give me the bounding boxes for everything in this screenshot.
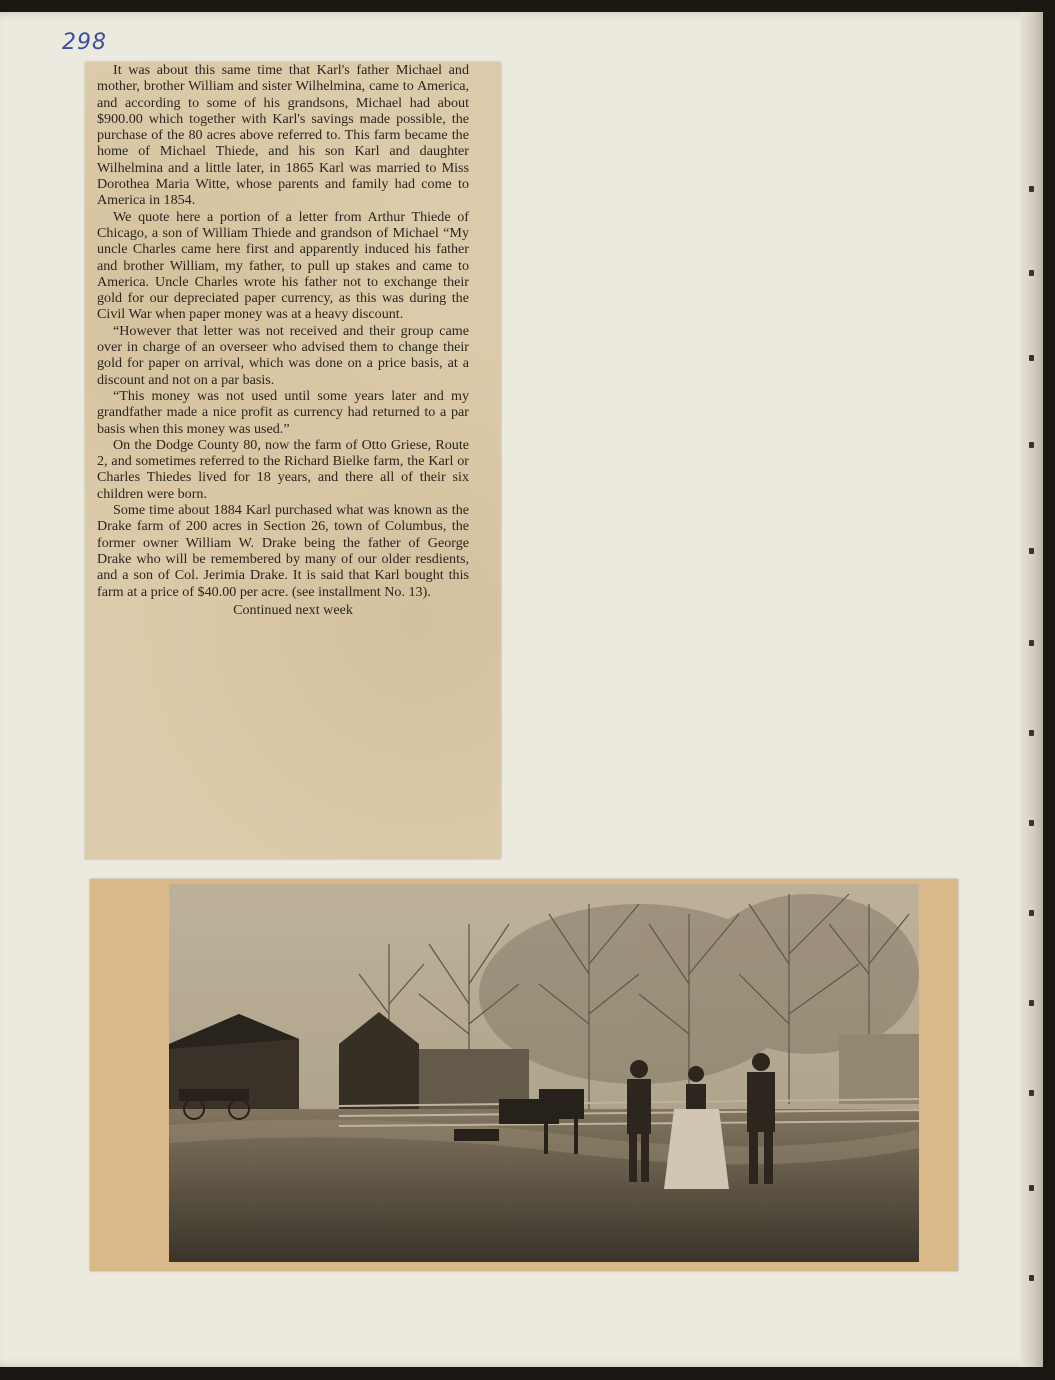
page-right-edge — [1020, 12, 1043, 1367]
article-text — [97, 62, 469, 618]
photo-clipping — [90, 879, 958, 1271]
index-tab — [1029, 1000, 1034, 1006]
index-tab — [1029, 730, 1034, 736]
index-tab — [1029, 186, 1034, 192]
newspaper-clipping — [85, 62, 501, 859]
continued-note: Continued next week — [233, 601, 353, 618]
page-number: 298 — [62, 30, 107, 55]
article-paragraph: “However that letter was not received and their group came over in charge of an overseer who advised them to change their gold for paper on arrival, which was done on a price basis, at a discount and not on a par basis. — [97, 322, 469, 388]
farm-photograph — [169, 884, 919, 1262]
index-tab — [1029, 640, 1034, 646]
article-paragraph: We quote here a portion of a letter from Arthur Thiede of Chicago, a son of William Thiede and grandson of Michael “My uncle Charles came here first and apparently induced his father and brother William, my father, to pull up stakes and came to America. Uncle Charles wrote his father not to exchange their gold for our depreciated paper currency, as this was during the Civil War when paper money was at a heavy discount. — [97, 208, 469, 323]
index-tab — [1029, 1185, 1034, 1191]
index-tab — [1029, 355, 1034, 361]
index-tab — [1029, 1275, 1034, 1281]
article-paragraph: Some time about 1884 Karl purchased what was known as the Drake farm of 200 acres in Section 26, town of Columbus, the former owner William W. Drake being the father of George Drake who will be remembered by many of our older resdients, and a son of Col. Jerimia Drake. It is said that Karl bought this farm at a price of $40.00 per acre. (see installment No. 13). — [97, 502, 469, 600]
farm-scene-image — [169, 884, 919, 1262]
index-tab — [1029, 442, 1034, 448]
index-tab — [1029, 548, 1034, 554]
article-paragraph: “This money was not used until some years later and my grandfather made a nice profit as currency had returned to a par basis when this money was used.” — [97, 387, 469, 437]
article-paragraph: It was about this same time that Karl's father Michael and mother, brother William and sister Wilhelmina, came to America, and according to some of his grandsons, Michael had about $900.00 which together with Karl's savings made possible, the purchase of the 80 acres above referred to. This farm became the home of Michael Thiede, and his son Karl and daughter Wilhelmina and a little later, in 1865 Karl was married to Miss Dorothea Maria Witte, whose parents and family had come to America in 1854. — [97, 62, 469, 209]
index-tab — [1029, 1090, 1034, 1096]
article-paragraph: On the Dodge County 80, now the farm of Otto Griese, Route 2, and sometimes referred to the Richard Bielke farm, the Karl or Charles Thiedes lived for 18 years, and there all of their six children were born. — [97, 436, 469, 502]
index-tab — [1029, 910, 1034, 916]
index-tab — [1029, 270, 1034, 276]
index-tab — [1029, 820, 1034, 826]
